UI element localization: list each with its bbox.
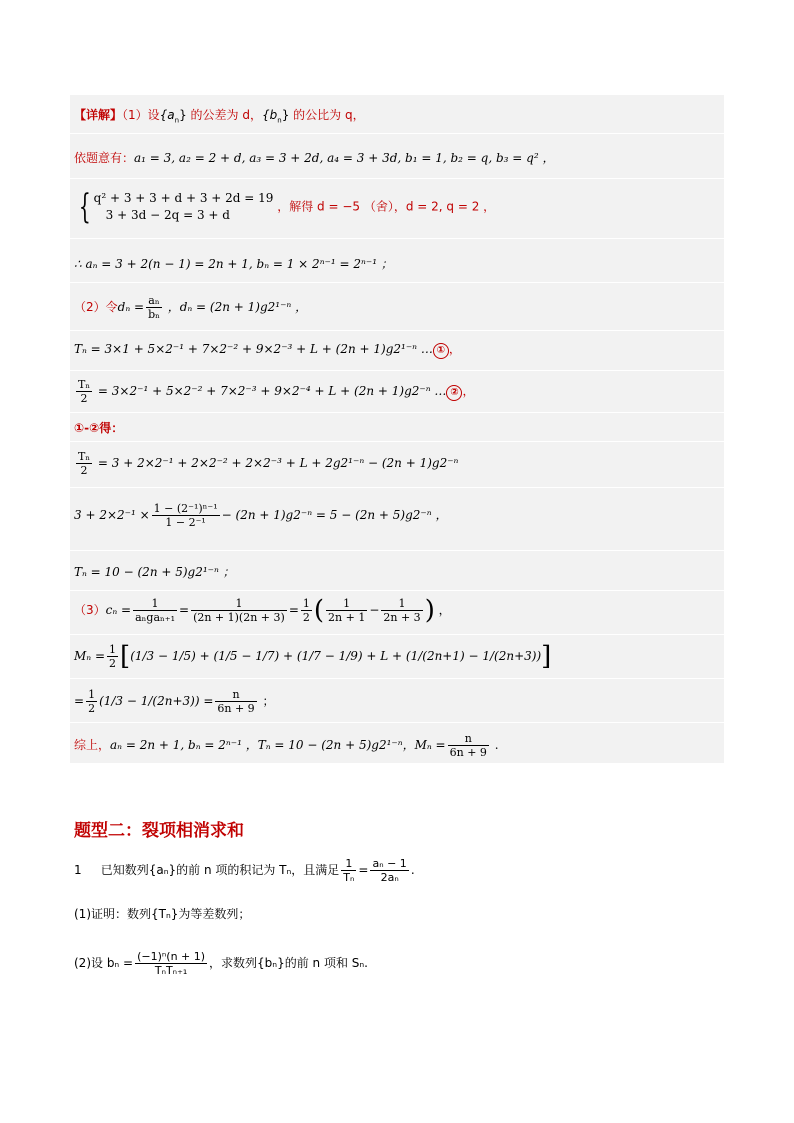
fraction-denominator: 2 bbox=[80, 464, 88, 477]
dn-lhs: dₙ = bbox=[117, 300, 145, 314]
summary-line bbox=[74, 732, 499, 759]
mn-final-eq: = bbox=[74, 694, 85, 708]
fraction-denominator: 6n + 9 bbox=[449, 746, 487, 759]
fraction-denominator: 2 bbox=[80, 392, 88, 405]
fraction-numerator: 1 bbox=[191, 597, 287, 611]
row-divider bbox=[70, 282, 724, 283]
mn-lhs: Mₙ = bbox=[74, 649, 106, 663]
row-divider bbox=[70, 487, 724, 488]
given-equation: a₁ = 3, a₂ = 2 + d, a₃ = 3 + 2d, a₄ = 3 + 3d, b₁ = 1, b₂ = q, b₃ = q² ， bbox=[134, 151, 555, 165]
row-divider bbox=[70, 441, 724, 442]
row-divider bbox=[70, 722, 724, 723]
difference-line bbox=[74, 450, 458, 477]
mn-final-line bbox=[74, 688, 275, 715]
fraction-numerator: 1 bbox=[109, 643, 117, 656]
row-divider bbox=[70, 370, 724, 371]
fraction-numerator: 1 bbox=[341, 857, 356, 871]
fraction-numerator: aₙ − 1 bbox=[372, 857, 407, 870]
problem-part-1: (1)证明：数列{Tₙ}为等差数列； bbox=[74, 907, 251, 921]
seq-b: {b bbox=[261, 108, 278, 122]
row-divider bbox=[70, 330, 724, 331]
cn-fraction-1 bbox=[133, 597, 177, 624]
seq-b-sub: n bbox=[277, 116, 282, 125]
system-eq-1: q² + 3 + 3 + d + 3 + 2d = 19 bbox=[93, 191, 274, 205]
problem-number: 1 bbox=[74, 863, 82, 877]
fraction-numerator: 1 bbox=[302, 597, 310, 610]
fraction-numerator: Tₙ bbox=[78, 450, 91, 463]
fraction-denominator: 6n + 9 bbox=[217, 702, 255, 715]
cn-tail: ， bbox=[434, 603, 451, 617]
given-label: 依题意有： bbox=[74, 151, 135, 165]
tn-over-2 bbox=[76, 450, 92, 477]
row-divider bbox=[70, 133, 724, 134]
fraction-denominator: bₙ bbox=[148, 308, 160, 321]
general-terms: ∴ aₙ = 3 + 2(n − 1) = 2n + 1, bₙ = 1 × 2ⁿ⁻¹ = 2ⁿ⁻¹ ； bbox=[74, 257, 393, 271]
tn-over-2 bbox=[76, 378, 92, 405]
tn-sum: Tₙ = 3×1 + 5×2⁻¹ + 7×2⁻² + 9×2⁻³ + L + (2n + 1)g2¹⁻ⁿ … bbox=[74, 342, 433, 356]
difference-sum: = 3 + 2×2⁻¹ + 2×2⁻² + 2×2⁻³ + L + 2g2¹⁻ⁿ − (2n + 1)g2⁻ⁿ bbox=[94, 456, 459, 470]
fraction-numerator: Tₙ bbox=[78, 378, 91, 391]
circled-two: ② bbox=[446, 385, 462, 401]
detail-tag: 【详解】 bbox=[74, 108, 123, 122]
cn-inner-2 bbox=[381, 597, 422, 624]
fraction-denominator: Tₙ bbox=[343, 871, 355, 884]
one-half bbox=[86, 688, 97, 715]
fraction-denominator: 2n + 1 bbox=[328, 611, 366, 624]
tn-half-line: $\frac{\text{Tₙ}}{2}$ = 3×2⁻¹ + 5×2⁻² + 7×2⁻³ + 9×2⁻⁴ + L + (2n + 1)g2⁻ⁿ … ② ， bbox=[78, 378, 475, 405]
mn-final-mid: (1/3 − 1/(2n+3)) = bbox=[99, 694, 214, 708]
seq-b-close: } bbox=[281, 108, 290, 122]
geom-rest: − (2n + 1)g2⁻ⁿ = 5 − (2n + 5)g2⁻ⁿ ， bbox=[221, 508, 448, 522]
equation-system bbox=[94, 190, 274, 224]
fraction-denominator: 2 bbox=[302, 611, 310, 624]
circled-one: ① bbox=[433, 343, 449, 359]
tn-result: Tₙ = 10 − (2n + 5)g2¹⁻ⁿ ； bbox=[74, 565, 235, 579]
tn-result-line bbox=[74, 566, 235, 578]
system-line bbox=[74, 187, 496, 227]
fraction-denominator: 2n + 3 bbox=[383, 611, 421, 624]
summary-tail: . bbox=[490, 738, 499, 752]
stem-text: 已知数列{aₙ}的前 n 项的积记为 Tₙ，且满足 bbox=[100, 863, 340, 877]
summary-equation: aₙ = 2n + 1, bₙ = 2ⁿ⁻¹ ，Tₙ = 10 − (2n + 5)g2¹⁻ⁿ，Mₙ = bbox=[110, 738, 446, 752]
problem-part-2 bbox=[74, 950, 368, 977]
fraction-numerator: 1 bbox=[133, 597, 177, 611]
seq-a: {a bbox=[159, 108, 175, 122]
stem-lhs-fraction bbox=[341, 857, 356, 884]
general-terms-line bbox=[74, 258, 393, 270]
subtract-line bbox=[74, 422, 123, 434]
row-divider bbox=[70, 178, 724, 179]
one-half bbox=[301, 597, 312, 624]
tn-sum-line: Tₙ = 3×1 + 5×2⁻¹ + 7×2⁻² + 9×2⁻³ + L + (2n + 1)g2¹⁻ⁿ … ① ， bbox=[74, 343, 461, 359]
part1-intro-line bbox=[74, 108, 365, 125]
common-diff-text: 的公差为 d， bbox=[186, 108, 262, 122]
summary-label: 综上， bbox=[74, 738, 111, 752]
mn-line: Mₙ = $\frac{1}{2}$ [(1/3 − 1/5) + (1/5 − 1/7) + (1/7 − 1/9) + L + (1/(2n+1) − 1/(2n+3))] bbox=[74, 641, 552, 672]
fraction-denominator: TₙTₙ₊₁ bbox=[154, 964, 188, 977]
fraction-denominator: 2aₙ bbox=[380, 871, 399, 884]
cn-lhs: cₙ = bbox=[105, 603, 132, 617]
mn-result-fraction bbox=[215, 688, 256, 715]
row-divider bbox=[70, 678, 724, 679]
seq-a-sub: n bbox=[174, 116, 180, 125]
problem-stem bbox=[74, 857, 415, 884]
part3-label: （3） bbox=[74, 603, 106, 617]
cn-fraction-2 bbox=[191, 597, 287, 624]
part2-suffix: ，求数列{bₙ}的前 n 项和 Sₙ. bbox=[209, 956, 368, 970]
an-over-bn bbox=[146, 294, 162, 321]
fraction-numerator: 1 bbox=[326, 597, 367, 611]
fraction-numerator: 1 bbox=[88, 688, 96, 701]
common-ratio-text: 的公比为 q， bbox=[289, 108, 365, 122]
geometric-line bbox=[74, 502, 447, 529]
geom-prefix: 3 + 2×2⁻¹ × bbox=[74, 508, 150, 522]
stem-end: . bbox=[410, 863, 415, 877]
cn-line: （3）cₙ = $\frac{1}{\text{aₙgaₙ₊₁}}$ = $\frac{1}{(2n + 1)(2n + 3)}$ = $\frac{1}{2}$ ( $\frac{1}{2n + 1}$ − $\frac{1}{2n + 3}$ ) ， bbox=[74, 595, 451, 626]
summary-fraction bbox=[448, 732, 489, 759]
part2-prefix: (2)设 bₙ = bbox=[74, 956, 134, 970]
mn-final-tail: ； bbox=[258, 694, 275, 708]
fraction-numerator: 1 bbox=[381, 597, 422, 611]
system-result: ，解得 d = −5 （舍），d = 2, q = 2 ， bbox=[273, 199, 496, 214]
stem-equals: = bbox=[358, 863, 369, 877]
dn-definition: ，dₙ = (2n + 1)g2¹⁻ⁿ ， bbox=[163, 300, 308, 314]
cn-inner-1 bbox=[326, 597, 367, 624]
left-brace: { bbox=[78, 187, 91, 227]
fraction-denominator: (2n + 1)(2n + 3) bbox=[193, 611, 285, 624]
row-divider bbox=[70, 550, 724, 551]
section-title: 题型二：裂项相消求和 bbox=[74, 821, 244, 841]
one-half bbox=[107, 643, 118, 670]
row-divider bbox=[70, 634, 724, 635]
fraction-denominator: 2 bbox=[109, 657, 117, 670]
part1-label: （1）设 bbox=[122, 108, 160, 122]
mn-body: (1/3 − 1/5) + (1/5 − 1/7) + (1/7 − 1/9) + L + (1/(2n+1) − 1/(2n+3)) bbox=[130, 649, 542, 663]
bn-fraction bbox=[135, 950, 207, 977]
fraction-numerator: 1 − (2⁻¹)ⁿ⁻¹ bbox=[153, 502, 218, 515]
fraction-numerator: (−1)ⁿ(n + 1) bbox=[137, 950, 206, 963]
row-divider bbox=[70, 590, 724, 591]
subtract-label: ①-②得： bbox=[74, 421, 124, 435]
part2-label: （2）令 bbox=[74, 300, 118, 314]
part2-def-line bbox=[74, 294, 307, 321]
given-line bbox=[74, 152, 554, 164]
row-divider bbox=[70, 412, 724, 413]
fraction-denominator: 1 − 2⁻¹ bbox=[165, 516, 206, 529]
fraction-numerator: n bbox=[215, 688, 256, 702]
fraction-denominator: 2 bbox=[88, 702, 96, 715]
row-divider bbox=[70, 238, 724, 239]
tn-half-sum: = 3×2⁻¹ + 5×2⁻² + 7×2⁻³ + 9×2⁻⁴ + L + (2n + 1)g2⁻ⁿ … bbox=[94, 384, 447, 398]
fraction-numerator: n bbox=[448, 732, 489, 746]
fraction-denominator: aₙgaₙ₊₁ bbox=[135, 611, 175, 624]
stem-rhs-fraction bbox=[370, 857, 408, 884]
geometric-fraction bbox=[152, 502, 220, 529]
system-eq-2: 3 + 3d − 2q = 3 + d bbox=[105, 208, 230, 222]
seq-a-close: } bbox=[179, 108, 187, 122]
fraction-numerator: aₙ bbox=[146, 294, 162, 308]
